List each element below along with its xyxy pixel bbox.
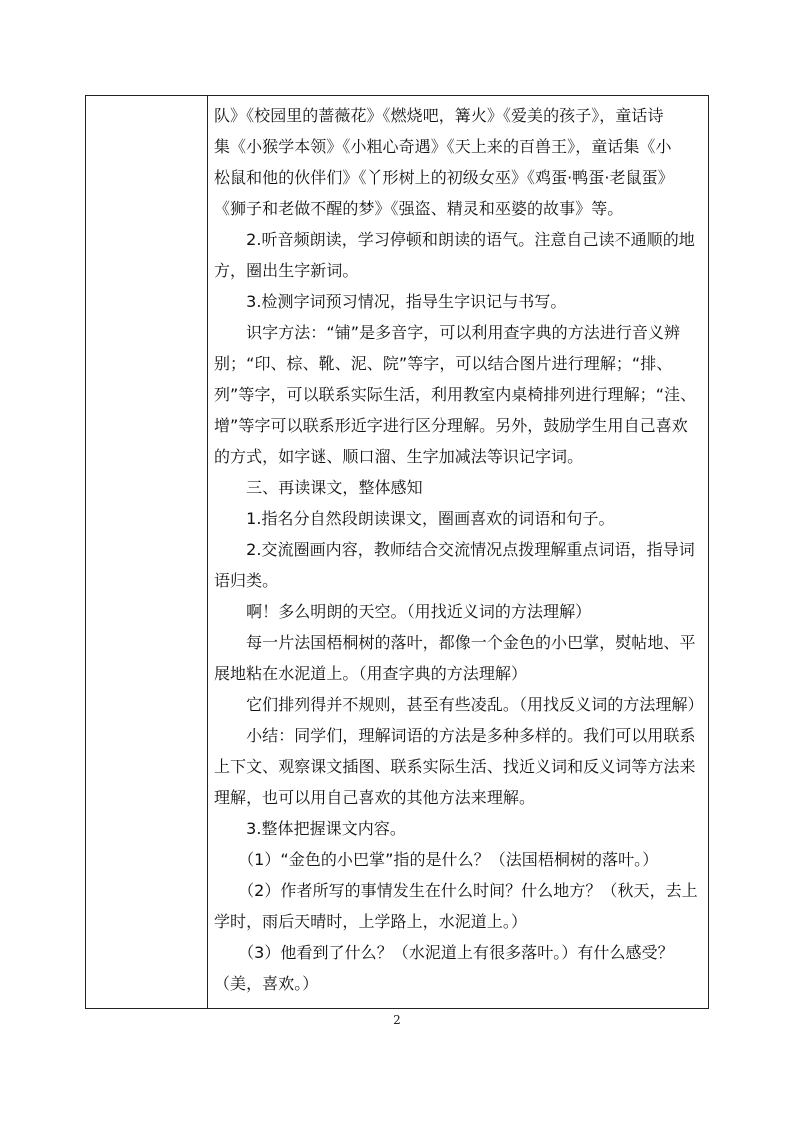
text-line: 它们排列得并不规则，甚至有些凌乱。（用找反义词的方法理解） <box>214 695 704 714</box>
text-line: 队》《校园里的蔷薇花》《燃烧吧，篝火》《爱美的孩子》，童话诗 <box>214 106 664 125</box>
text-line: 集《小猴学本领》《小粗心奇遇》《天上来的百兽王》，童话集《小 <box>214 137 672 156</box>
text-line: 语归类。 <box>214 571 279 590</box>
text-line: 3.整体把握课文内容。 <box>214 819 406 838</box>
text-line: （美，喜欢。） <box>214 974 319 993</box>
text-line: 理解，也可以用自己喜欢的其他方法来理解。 <box>214 788 536 807</box>
text-line: 三、再读课文，整体感知 <box>214 478 423 497</box>
text-line: （2）作者所写的事情发生在什么时间？什么地方？（秋天，去上 <box>214 881 698 900</box>
text-line: （3）他看到了什么？（水泥道上有很多落叶。）有什么感受？ <box>214 943 674 962</box>
text-line: 增”等字可以联系形近字进行区分理解。另外，鼓励学生用自己喜欢 <box>214 416 688 435</box>
text-line: 识字方法：“铺”是多音字，可以利用查字典的方法进行音义辨 <box>214 323 681 342</box>
text-line: 2.听音频朗读，学习停顿和朗读的语气。注意自己读不通顺的地 <box>214 230 695 249</box>
text-line: （1）“金色的小巴掌”指的是什么？（法国梧桐树的落叶。） <box>214 850 659 869</box>
text-line: 1.指名分自然段朗读课文，圈画喜欢的词语和句子。 <box>214 509 615 528</box>
table-content-cell <box>214 100 704 999</box>
text-line: 列”等字，可以联系实际生活，利用教室内桌椅排列进行理解；“洼、 <box>214 385 697 404</box>
table-left-column <box>86 96 208 1008</box>
text-line: 上下文、观察课文插图、联系实际生活、找近义词和反义词等方法来 <box>214 757 696 776</box>
text-line: 3.检测字词预习情况，指导生字识记与书写。 <box>214 292 567 311</box>
text-line: 别；“印、棕、靴、泥、院”等字，可以结合图片进行理解；“排、 <box>214 354 673 373</box>
lesson-plan-table <box>85 95 709 1009</box>
text-line: 2.交流圈画内容，教师结合交流情况点拨理解重点词语，指导词 <box>214 540 695 559</box>
text-line: 学时，雨后天晴时，上学路上，水泥道上。） <box>214 912 528 931</box>
text-line: 啊！多么明朗的天空。（用找近义词的方法理解） <box>214 602 592 621</box>
text-line: 每一片法国梧桐树的落叶，都像一个金色的小巴掌，熨帖地、平 <box>214 633 696 652</box>
text-line: 《狮子和老做不醒的梦》《强盗、精灵和巫婆的故事》等。 <box>214 199 624 218</box>
text-line: 的方式，如字谜、顺口溜、生字加减法等识记字词。 <box>214 447 584 466</box>
text-line: 小结：同学们，理解词语的方法是多种多样的。我们可以用联系 <box>214 726 696 745</box>
text-line: 方，圈出生字新词。 <box>214 261 359 280</box>
text-line: 松鼠和他的伙伴们》《丫形树上的初级女巫》《鸡蛋·鸭蛋·老鼠蛋》 <box>214 168 674 187</box>
text-line: 展地粘在水泥道上。（用查字典的方法理解） <box>214 664 528 683</box>
page-number: 2 <box>393 1013 401 1027</box>
